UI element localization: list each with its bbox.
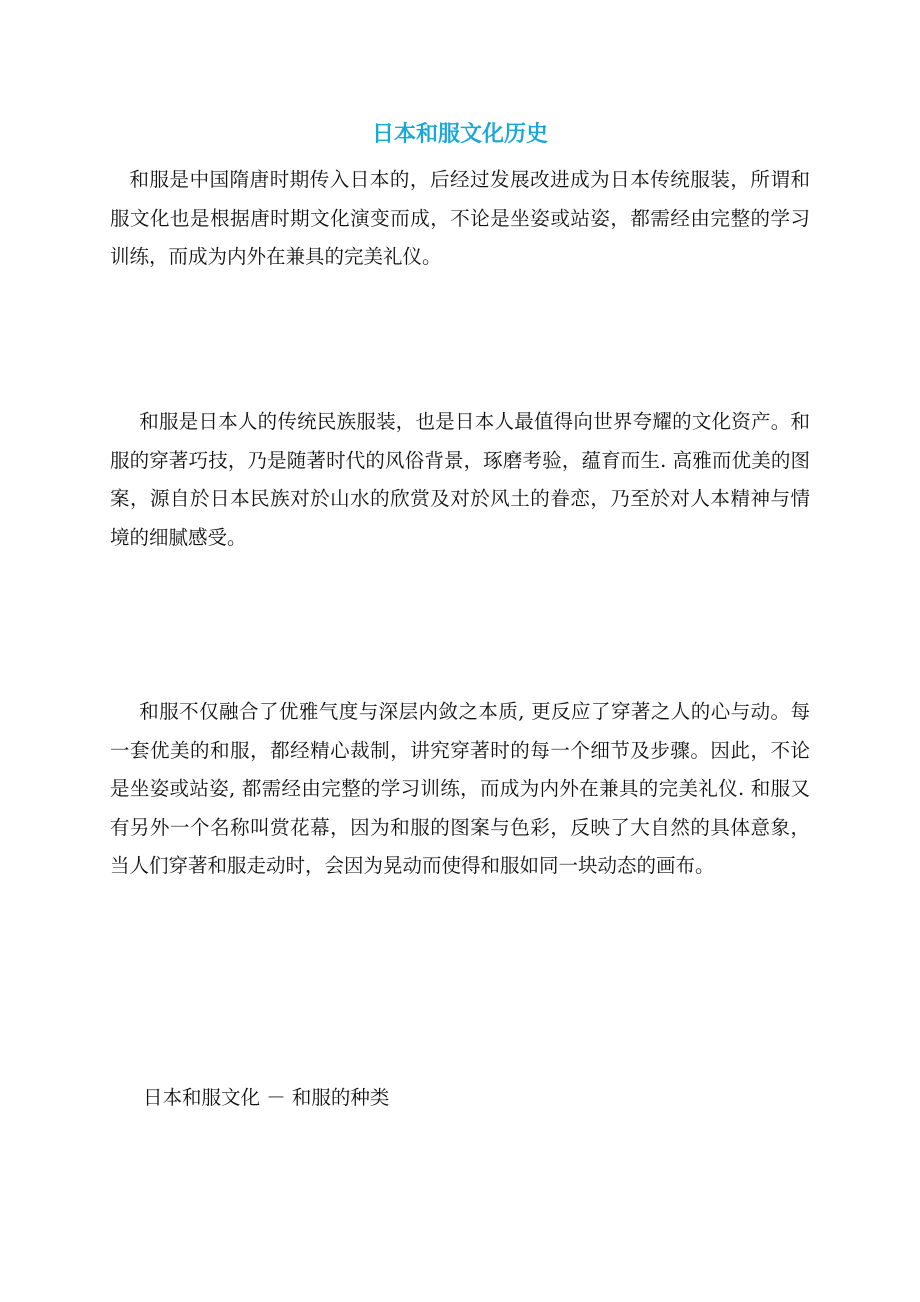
paragraph-national-costume: 和服是日本人的传统民族服装，也是日本人最值得向世界夸耀的文化资产。和服的穿著巧技，乃是随著时代的风俗背景，琢磨考验，蕴育而生. 高雅而优美的图案，源自於日本民族对於山水的欣赏及对於风土的眷恋，乃至於对人本精神与情境的细腻感受。 — [110, 410, 810, 549]
paragraph-elegance: 和服不仅融合了优雅气度与深层内敛之本质, 更反应了穿著之人的心与动。每一套优美的和服，都经精心裁制，讲究穿著时的每一个细节及步骤。因此，不论是坐姿或站姿, 都需经由完整的学习训练，而成为内外在兼具的完美礼仪. 和服又有另外一个名称叫赏花幕，因为和服的图案与色彩，反映了大自然的具体意象，当人们穿著和服走动时，会因为晃动而使得和服如同一块动态的画布。 — [110, 700, 810, 877]
document-title: 日本和服文化历史 — [371, 121, 548, 147]
section-heading: 日本和服文化 － 和服的种类 — [143, 1086, 390, 1109]
paragraph-origin: 和服是中国隋唐时期传入日本的，后经过发展改进成为日本传统服装，所谓和服文化也是根据唐时期文化演变而成，不论是坐姿或站姿，都需经由完整的学习训练，而成为内外在兼具的完美礼仪。 — [110, 168, 810, 268]
